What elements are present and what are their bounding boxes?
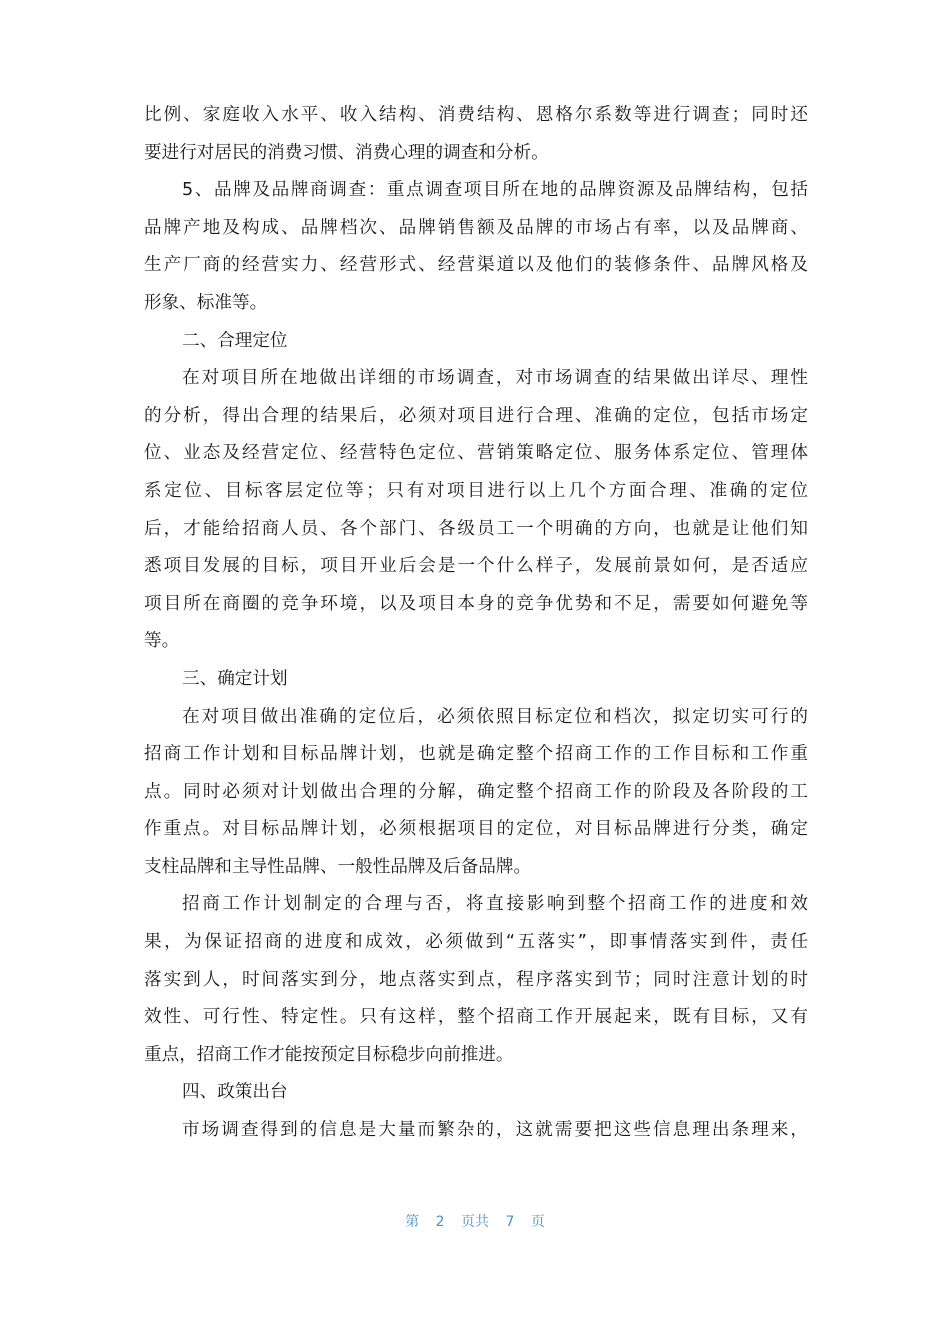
text-line: 生产厂商的经营实力、经营形式、经营渠道以及他们的装修条件、品牌风格及 [144,255,808,276]
text-line: 等。 [144,631,180,652]
text-line: 重点，招商工作才能按预定目标稳步向前推进。 [144,1044,514,1065]
text-line: 支柱品牌和主导性品牌、一般性品牌及后备品牌。 [144,856,532,877]
text-line: 5、品牌及品牌商调查：重点调查项目所在地的品牌资源及品牌结构，包括 [182,180,808,201]
text-line: 形象、标准等。 [144,292,268,313]
text-line: 比例、家庭收入水平、收入结构、消费结构、恩格尔系数等进行调查；同时还 [144,105,808,125]
text-line: 系定位、目标客层定位等；只有对项目进行以上几个方面合理、准确的定位 [144,480,808,501]
section-heading: 三、确定计划 [182,668,288,689]
text-line: 后，才能给招商人员、各个部门、各级员工一个明确的方向，也就是让他们知 [144,518,808,539]
text-line: 点。同时必须对计划做出合理的分解，确定整个招商工作的阶段及各阶段的工 [144,781,808,802]
text-line: 果，为保证招商的进度和成效，必须做到“五落实”，即事情落实到件，责任 [144,932,808,953]
section-heading: 四、政策出台 [182,1082,288,1103]
footer-suffix: 页 [530,1214,545,1230]
footer-prefix: 第 [405,1214,420,1230]
text-line: 在对项目所在地做出详细的市场调查，对市场调查的结果做出详尽、理性 [182,368,808,389]
text-line: 作重点。对目标品牌计划，必须根据项目的定位，对目标品牌进行分类，确定 [144,819,808,840]
footer-total-pages: 7 [505,1214,515,1230]
footer-middle: 页共 [461,1214,489,1230]
text-line: 效性、可行性、特定性。只有这样，整个招商工作开展起来，既有目标，又有 [144,1007,808,1028]
text-line: 在对项目做出准确的定位后，必须依照目标定位和档次，拟定切实可行的 [182,706,808,727]
text-line: 品牌产地及构成、品牌档次、品牌销售额及品牌的市场占有率，以及品牌商、 [144,217,808,238]
text-line: 悉项目发展的目标，项目开业后会是一个什么样子，发展前景如何，是否适应 [144,556,808,577]
text-line: 市场调查得到的信息是大量而繁杂的，这就需要把这些信息理出条理来， [182,1120,808,1141]
text-line: 位、业态及经营定位、经营特色定位、营销策略定位、服务体系定位、管理体 [144,443,808,464]
footer-current-page: 2 [435,1214,445,1230]
text-line: 招商工作计划和目标品牌计划，也就是确定整个招商工作的工作目标和工作重 [144,744,808,765]
text-line: 落实到人，时间落实到分，地点落实到点，程序落实到节；同时注意计划的时 [144,969,808,990]
text-line: 的分析，得出合理的结果后，必须对项目进行合理、准确的定位，包括市场定 [144,405,808,426]
text-line: 要进行对居民的消费习惯、消费心理的调查和分析。 [144,142,549,163]
section-heading: 二、合理定位 [182,330,288,351]
document-body [144,97,808,1150]
page-footer [0,1211,950,1231]
text-line: 招商工作计划制定的合理与否，将直接影响到整个招商工作的进度和效 [182,894,808,915]
text-line: 项目所在商圈的竞争环境，以及项目本身的竞争优势和不足，需要如何避免等 [144,593,808,614]
